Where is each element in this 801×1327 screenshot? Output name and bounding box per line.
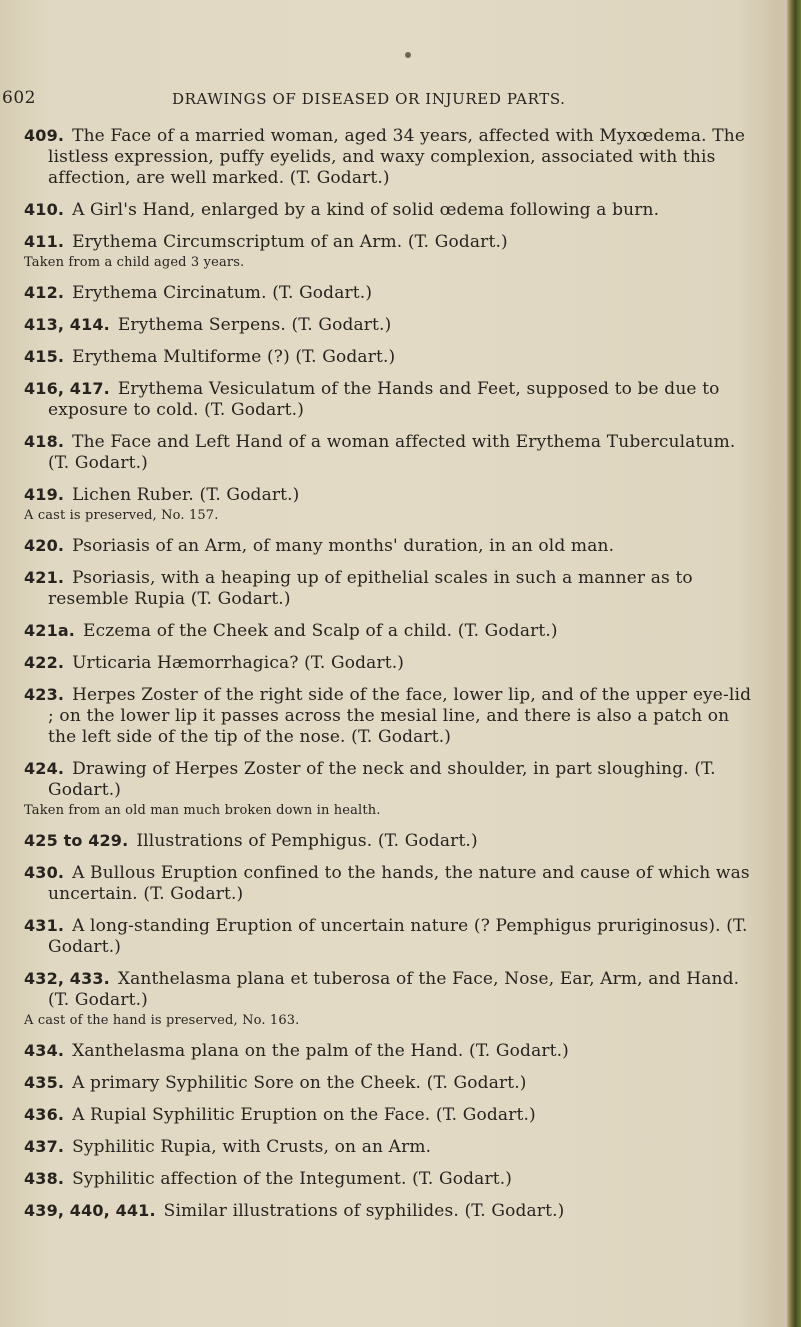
catalogue-entry [24,231,759,272]
catalogue-entry [24,378,759,421]
entry-note: Taken from a child aged 3 years. [24,255,245,270]
catalogue-entry [24,1136,759,1158]
catalogue-entry [24,684,759,748]
entry-number: 424. [24,759,65,778]
catalogue-entry [24,862,759,905]
entry-number: 415. [24,347,65,366]
entry-note: Taken from an old man much broken down in health. [24,803,381,818]
entry-number: 421. [24,568,65,587]
entry-description: Herpes Zoster of the right side of the face, lower lip, and of the upper eye-lid ; on the lower lip it passes across the mesial line, and there is also a patch on the left side of the tip of the nose. (T. Godart.) [48,685,752,747]
entry-number: 431. [24,916,65,935]
catalogue-entry [24,1040,759,1062]
catalogue-entry [24,1104,759,1126]
entry-number: 430. [24,863,65,882]
entry-description: Erythema Circumscriptum of an Arm. (T. Godart.) [72,232,508,252]
entry-number: 410. [24,200,65,219]
entry-number: 413, 414. [24,315,110,334]
entry-number: 418. [24,432,65,451]
page-number: 602 [2,88,36,108]
entry-description: Illustrations of Pemphigus. (T. Godart.) [136,831,478,851]
entry-description: Erythema Circinatum. (T. Godart.) [72,283,373,303]
entry-number: 419. [24,485,65,504]
catalogue-entry [24,652,759,674]
entry-description: Erythema Serpens. (T. Godart.) [117,315,392,335]
entry-description: Psoriasis, with a heaping up of epithelial scales in such a manner as to resemble Rupia (T. Godart.) [48,568,693,609]
entry-description: The Face and Left Hand of a woman affected with Erythema Tuberculatum. (T. Godart.) [48,432,736,473]
entry-note: A cast is preserved, No. 157. [24,508,219,523]
entry-number: 434. [24,1041,65,1060]
entry-description: Psoriasis of an Arm, of many months' duration, in an old man. [72,536,615,556]
entry-description: Eczema of the Cheek and Scalp of a child. (T. Godart.) [83,621,558,641]
entry-description: A Girl's Hand, enlarged by a kind of solid œdema following a burn. [72,200,660,220]
catalogue-entry [24,535,759,557]
entry-description: A primary Syphilitic Sore on the Cheek. (T. Godart.) [72,1073,527,1093]
catalogue-entry [24,1200,759,1222]
running-head: DRAWINGS OF DISEASED OR INJURED PARTS. [172,90,566,108]
entry-description: Erythema Multiforme (?) (T. Godart.) [72,347,396,367]
catalogue-entry [24,968,759,1030]
ink-mark [405,52,411,58]
page-header [0,88,801,110]
entry-description: A Rupial Syphilitic Eruption on the Face. (T. Godart.) [72,1105,536,1125]
catalogue-entry [24,484,759,525]
catalogue-entry [24,282,759,304]
entry-description: Lichen Ruber. (T. Godart.) [72,485,300,505]
entry-number: 411. [24,232,65,251]
catalogue-entry [24,314,759,336]
entry-description: A Bullous Eruption confined to the hands, the nature and cause of which was uncertain. (T. Godart.) [48,863,750,904]
catalogue-entry [24,758,759,820]
entry-number: 425 to 429. [24,831,129,850]
catalogue-entry [24,346,759,368]
catalogue-entry [24,199,759,221]
entry-description: Urticaria Hæmorrhagica? (T. Godart.) [72,653,405,673]
entry-number: 435. [24,1073,65,1092]
catalogue-entry [24,1168,759,1190]
entry-number: 436. [24,1105,65,1124]
entry-description: Syphilitic affection of the Integument. (T. Godart.) [72,1169,513,1189]
catalogue-entry [24,620,759,642]
entry-number: 420. [24,536,65,555]
entry-description: Xanthelasma plana on the palm of the Hand. (T. Godart.) [72,1041,569,1061]
book-binding-edge [787,0,801,1327]
entry-number: 432, 433. [24,969,110,988]
entry-number: 412. [24,283,65,302]
entry-number: 421a. [24,621,76,640]
entry-number: 439, 440, 441. [24,1201,156,1220]
entry-number: 409. [24,126,65,145]
catalogue-entry [24,431,759,474]
entry-description: The Face of a married woman, aged 34 years, affected with Myxœdema. The listless expression, puffy eyelids, and waxy complexion, associated with this affection, are well marked. (T. Godart.) [48,126,746,188]
entry-number: 422. [24,653,65,672]
catalogue-entry [24,125,759,189]
entry-number: 437. [24,1137,65,1156]
entry-description: Erythema Vesiculatum of the Hands and Feet, supposed to be due to exposure to cold. (T. Godart.) [48,379,720,420]
entry-description: A long-standing Eruption of uncertain nature (? Pemphigus pruriginosus). (T. Godart.) [48,916,748,957]
catalogue-entries [24,125,759,1232]
entry-number: 423. [24,685,65,704]
catalogue-entry [24,830,759,852]
entry-description: Syphilitic Rupia, with Crusts, on an Arm. [72,1137,432,1157]
catalogue-entry [24,567,759,610]
entry-number: 416, 417. [24,379,110,398]
catalogue-entry [24,1072,759,1094]
entry-note: A cast of the hand is preserved, No. 163. [24,1013,300,1028]
entry-number: 438. [24,1169,65,1188]
catalogue-entry [24,915,759,958]
entry-description: Similar illustrations of syphilides. (T. Godart.) [163,1201,565,1221]
entry-description: Drawing of Herpes Zoster of the neck and shoulder, in part sloughing. (T. Godart.) [48,759,716,800]
entry-description: Xanthelasma plana et tuberosa of the Face, Nose, Ear, Arm, and Hand. (T. Godart.) [48,969,740,1010]
